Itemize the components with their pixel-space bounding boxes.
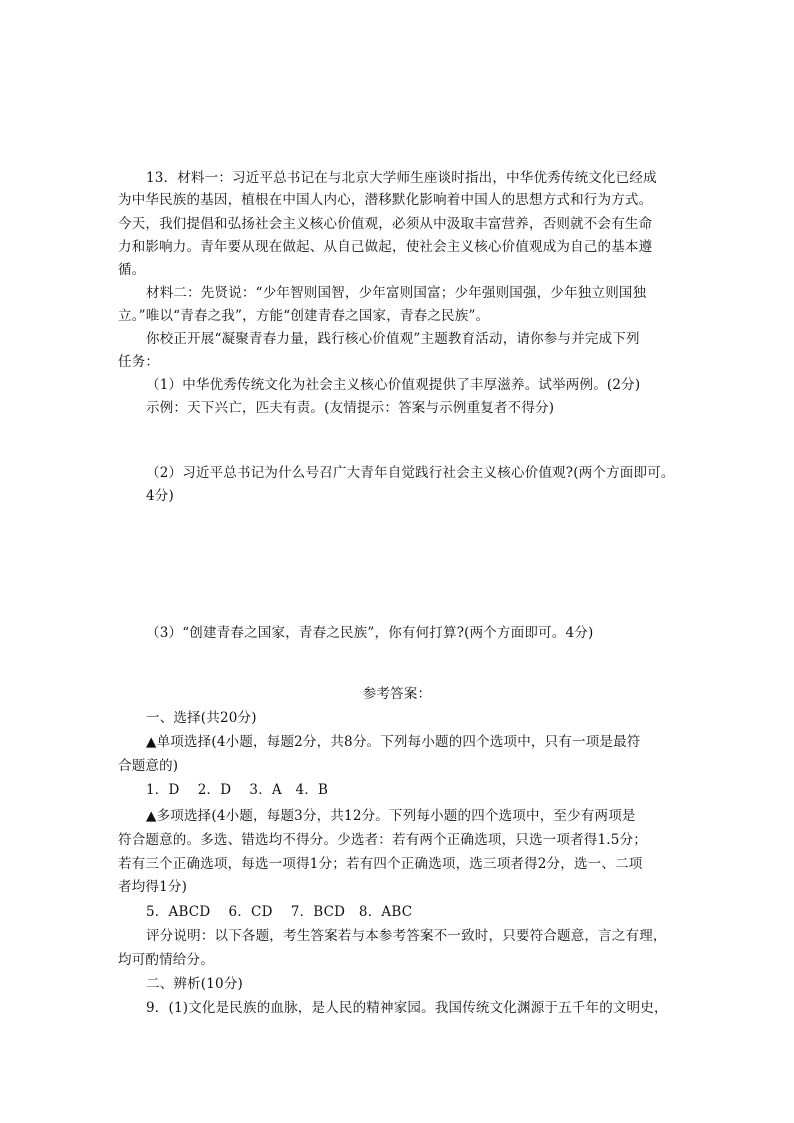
- q13-material1-line3: 今天，我们提倡和弘扬社会主义核心价值观，必须从中汲取丰富营养，否则就不会有生命: [118, 216, 653, 232]
- q13-task-line2: 任务：: [118, 354, 160, 370]
- answers-section2: 二、辨析(10分): [146, 976, 244, 992]
- scoring-note-line1: 评分说明：以下各题，考生答案若与本参考答案不一致时，只要符合题意，言之有理，: [146, 928, 667, 944]
- single-choice-line2: 合题意的): [118, 758, 179, 774]
- answers-section1: 一、选择(共20分): [146, 710, 257, 726]
- q13-material2-line1: 材料二：先贤说：“少年智则国智，少年富则国富；少年强则国强，少年独立则国独: [146, 285, 647, 301]
- q13-material1-line4: 力和影响力。青年要从现在做起、从自己做起，使社会主义核心价值观成为自己的基本遵: [118, 239, 653, 255]
- answers-title: 参考答案：: [362, 686, 432, 702]
- single-choice-line1: ▲单项选择(4小题，每题2分，共8分。下列每小题的四个选项中，只有一项是最符: [146, 734, 641, 750]
- q13-sub3: （3）“创建青春之国家，青春之民族”，你有何打算?(两个方面即可。4分): [146, 625, 594, 641]
- single-choice-answers: 1．D 2．D 3．A 4．B: [146, 782, 329, 798]
- multi-choice-line4: 者均得1分): [118, 879, 188, 895]
- q13-material1-line2: 为中华民族的基因，植根在中国人内心，潜移默化影响着中国人的思想方式和行为方式。: [118, 192, 653, 208]
- q13-material2-line2: 立。”唯以“青春之我”，方能“创建青春之国家，青春之民族”。: [118, 308, 490, 324]
- q13-sub1-example: 示例：天下兴亡，匹夫有责。(友情提示：答案与示例重复者不得分): [146, 400, 555, 416]
- multi-choice-line1: ▲多项选择(4小题，每题3分，共12分。下列每小题的四个选项中，至少有两项是: [146, 808, 636, 824]
- multi-choice-answers: 5．ABCD 6．CD 7．BCD 8．ABC: [146, 904, 413, 920]
- multi-choice-line2: 符合题意的。多选、错选均不得分。少选者：若有两个正确选项，只选一项者得1.5分；: [118, 832, 647, 848]
- multi-choice-line3: 若有三个正确选项，每选一项得1分；若有四个正确选项，选三项者得2分，选一、二项: [118, 856, 643, 872]
- q13-sub1: （1）中华优秀传统文化为社会主义核心价值观提供了丰厚滋养。试举两例。(2分): [146, 377, 641, 393]
- q13-sub2-line2: 4分): [146, 488, 174, 504]
- q9-line1: 9．(1)文化是民族的血脉，是人民的精神家园。我国传统文化渊源于五千年的文明史，: [146, 1000, 668, 1016]
- q13-material1-line5: 循。: [118, 262, 146, 278]
- q13-task-line1: 你校正开展“凝聚青春力量，践行核心价值观”主题教育活动，请你参与并完成下列: [146, 331, 640, 347]
- q13-material1-line1: 13．材料一：习近平总书记在与北京大学师生座谈时指出，中华优秀传统文化已经成: [146, 170, 657, 186]
- scoring-note-line2: 均可酌情给分。: [118, 952, 214, 968]
- q13-sub2-line1: （2）习近平总书记为什么号召广大青年自觉践行社会主义核心价值观?(两个方面即可。: [146, 465, 675, 481]
